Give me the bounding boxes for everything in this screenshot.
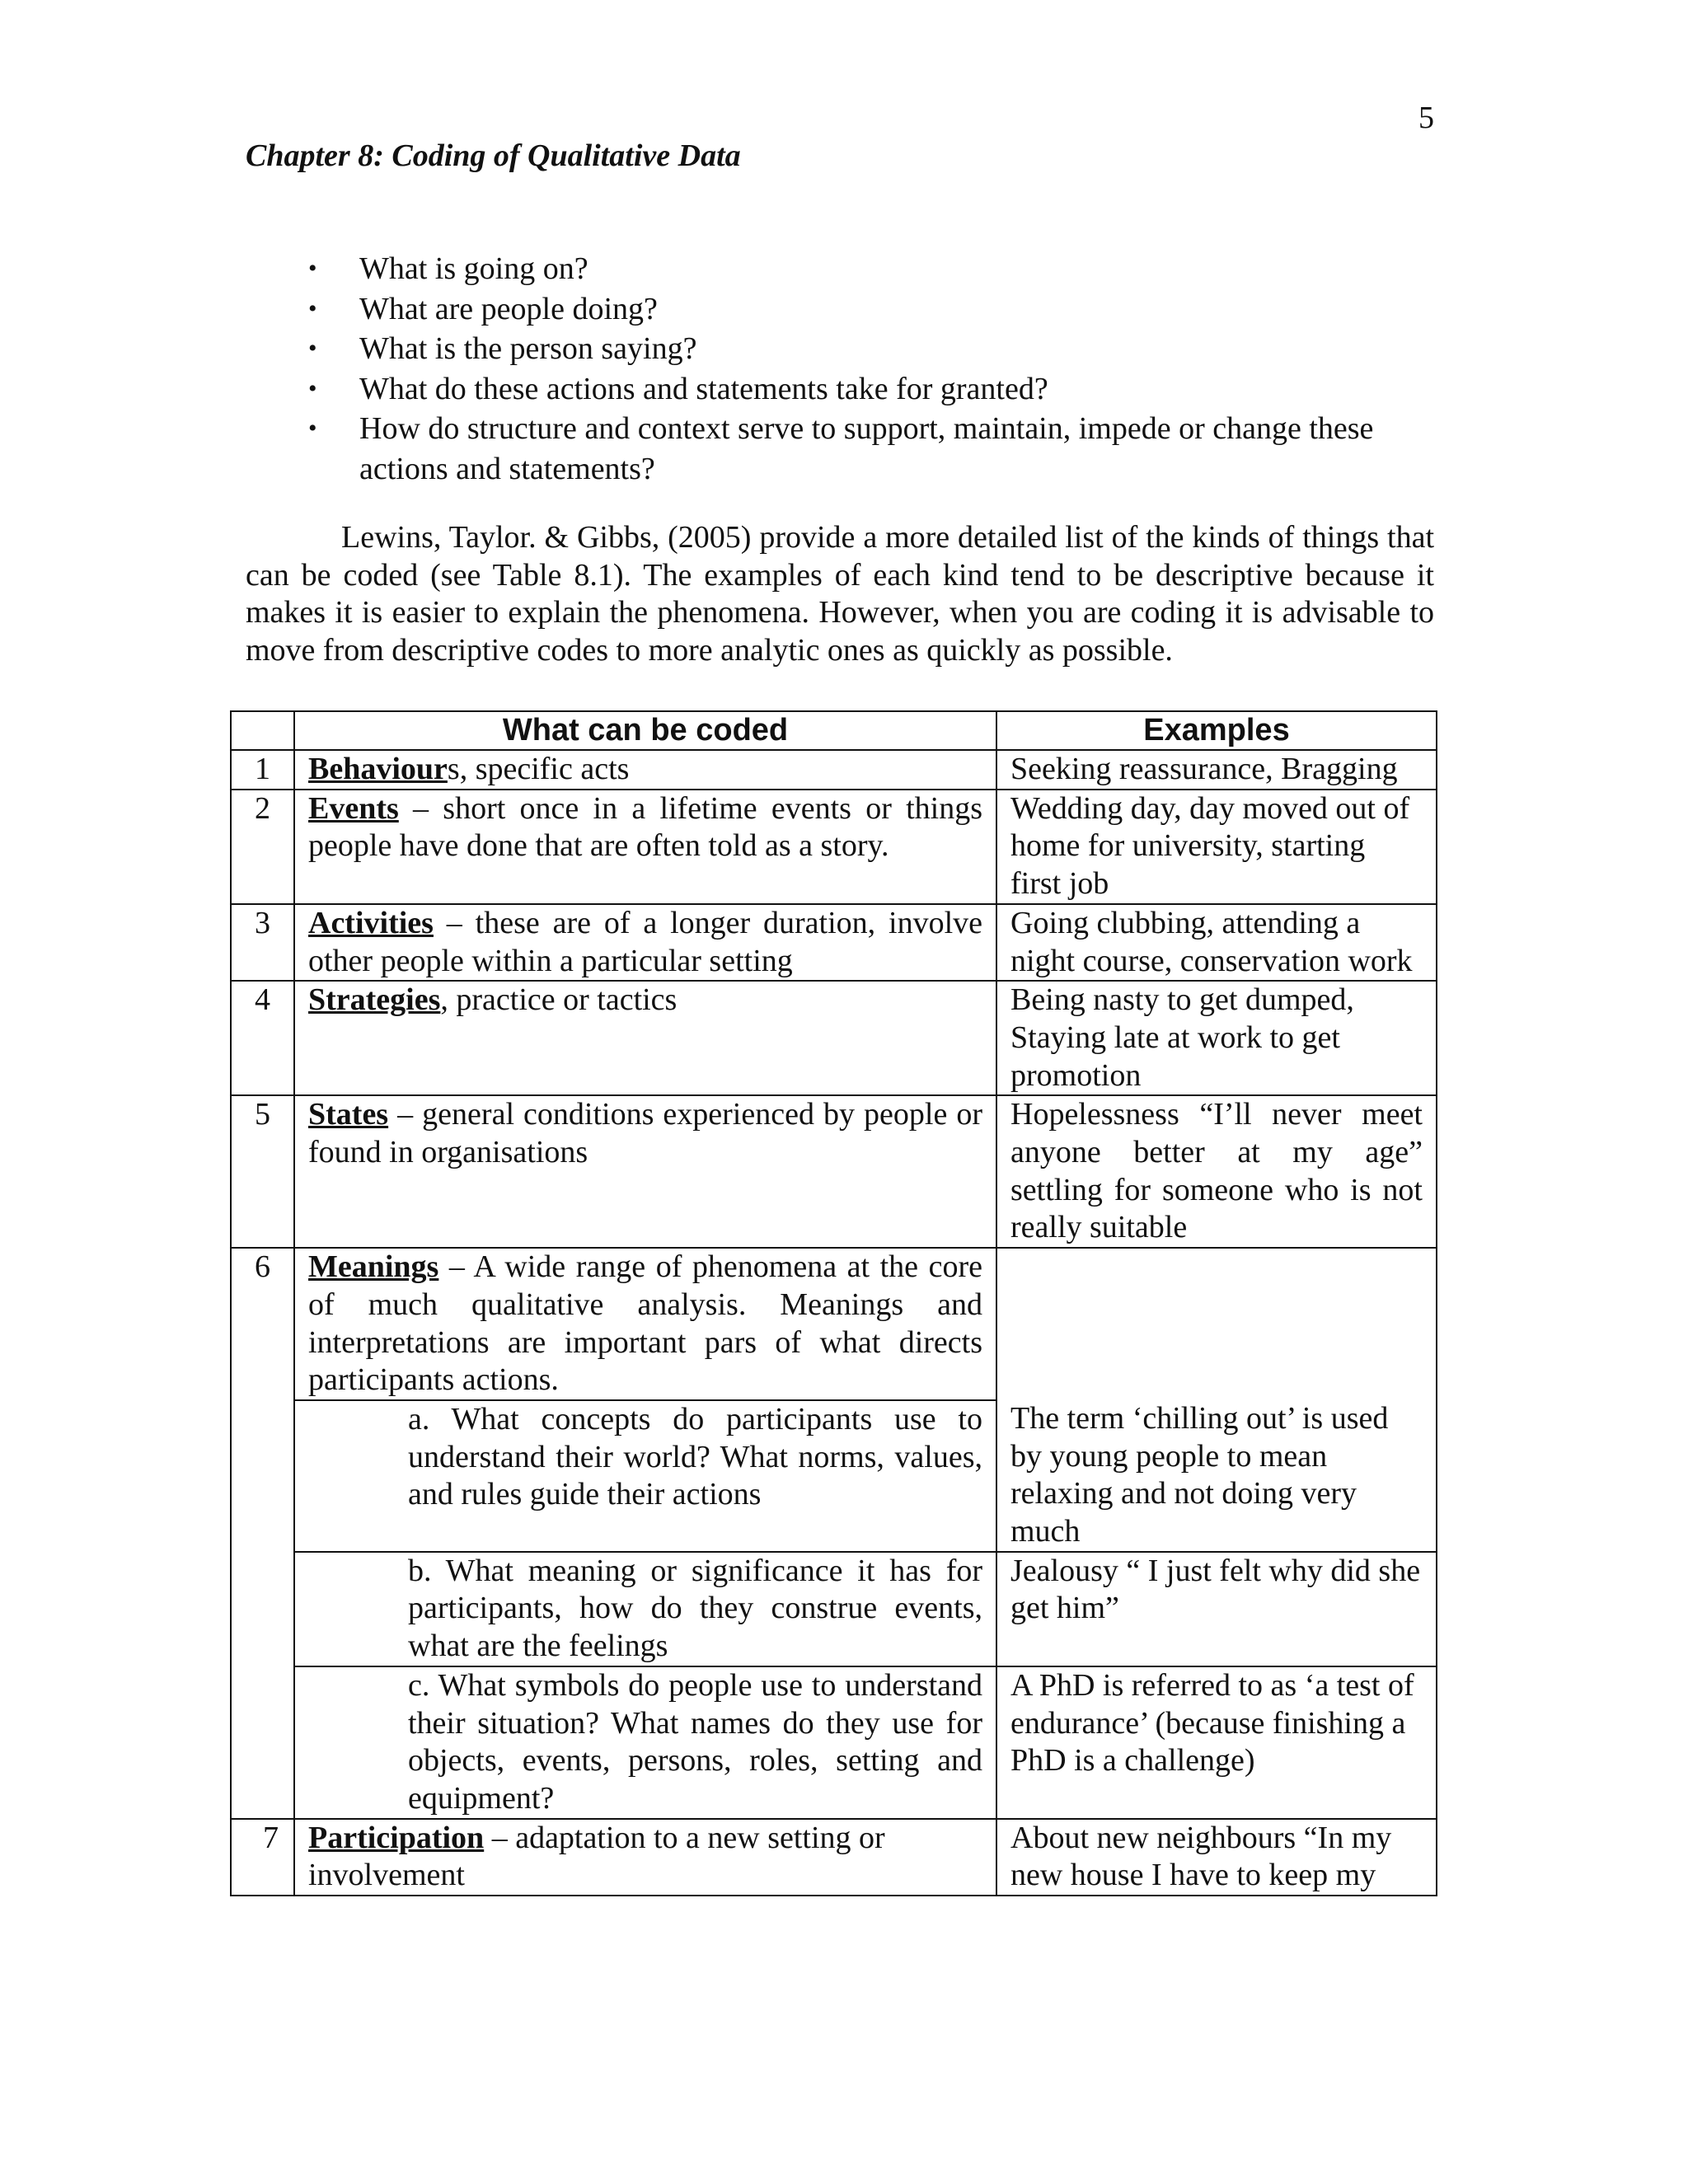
intro-paragraph: Lewins, Taylor. & Gibbs, (2005) provide a more detailed list of the kinds of things that can be coded (see Table 8.1). The examples of each kind tend to be descriptive because it makes it is easier to explain the phenomena. However, when you are coding it is advisable to move from descriptive codes to more analytic ones as quickly as possible. [246,520,1434,668]
sub-item-cell: c. What symbols do people use to understand their situation? What names do they use for objects, events, persons, roles, setting and equipment? [294,1666,996,1819]
code-term: Activities [308,905,434,940]
table-header-row [231,711,1437,750]
header-num [231,711,294,750]
row-number: 7 [231,1819,294,1896]
row-number-blank [231,1552,294,1666]
row-number: 4 [231,981,294,1095]
row-number: 5 [231,1095,294,1248]
coded-cell: Meanings – A wide range of phenomena at the core of much qualitative analysis. Meanings and interpretations are important pars of what directs participants actions. [294,1248,996,1400]
coded-cell: Events – short once in a lifetime events or things people have done that are often told as a story. [294,790,996,904]
coded-cell: States – general conditions experienced by people or found in organisations [294,1095,996,1248]
example-cell: The term ‘chilling out’ is used by young people to mean relaxing and not doing very much [996,1400,1437,1552]
table-row [231,1248,1437,1400]
list-item: • What is the person saying? [305,329,1434,369]
row-number-blank [231,1400,294,1552]
example-cell: Being nasty to get dumped, Staying late at work to get promotion [996,981,1437,1095]
code-term: Meanings [308,1249,439,1285]
table-row [231,1666,1437,1819]
coded-cell: Behaviours, specific acts [294,750,996,790]
code-term: Events [308,790,399,826]
coded-cell: Activities – these are of a longer duration, involve other people within a particular setting [294,904,996,981]
example-cell [996,1248,1437,1400]
table-row [231,1095,1437,1248]
example-cell: Hopelessness “I’ll never meet anyone better at my age” settling for someone who is not really suitable [996,1095,1437,1248]
list-item: • What are people doing? [305,289,1434,330]
page-number: 5 [1418,101,1434,135]
example-cell: Jealousy “ I just felt why did she get him” [996,1552,1437,1666]
example-cell: About new neighbours “In my new house I have to keep my [996,1819,1437,1896]
bullet-icon: • [308,255,317,282]
example-cell: A PhD is referred to as ‘a test of endurance’ (because finishing a PhD is a challenge) [996,1666,1437,1819]
sub-item-cell: a. What concepts do participants use to understand their world? What norms, values, and rules guide their actions [294,1400,996,1552]
bullet-icon: • [308,294,317,322]
bullet-icon: • [308,374,317,402]
list-item: • What do these actions and statements take for granted? [305,369,1434,410]
question-list [305,249,1434,489]
sub-item-cell: b. What meaning or significance it has for participants, how do they construe events, what are the feelings [294,1552,996,1666]
header-what-can-be-coded: What can be coded [294,711,996,750]
bullet-icon: • [308,415,317,442]
table-row [231,790,1437,904]
row-number: 6 [231,1248,294,1400]
coded-cell: Strategies, practice or tactics [294,981,996,1095]
coding-table [230,710,1437,1896]
row-number: 3 [231,904,294,981]
list-item: • What is going on? [305,249,1434,289]
row-number-blank [231,1666,294,1819]
table-row [231,750,1437,790]
example-cell: Wedding day, day moved out of home for university, starting first job [996,790,1437,904]
table-row [231,1400,1437,1552]
table-row [231,1819,1437,1896]
row-number: 1 [231,750,294,790]
list-item: • How do structure and context serve to support, maintain, impede or change these actions and statements? [305,409,1434,489]
code-term: Behaviour [308,752,448,786]
row-number: 2 [231,790,294,904]
coded-cell: Participation – adaptation to a new setting or involvement [294,1819,996,1896]
table-row [231,904,1437,981]
code-term: Strategies [308,982,441,1018]
code-term: Participation [308,1820,485,1855]
example-cell: Going clubbing, attending a night course, conservation work [996,904,1437,981]
chapter-title: Chapter 8: Coding of Qualitative Data [246,138,741,173]
bullet-icon: • [308,335,317,362]
example-cell: Seeking reassurance, Bragging [996,750,1437,790]
table-row [231,1552,1437,1666]
header-examples: Examples [996,711,1437,750]
table-row [231,981,1437,1095]
code-term: States [308,1097,389,1132]
